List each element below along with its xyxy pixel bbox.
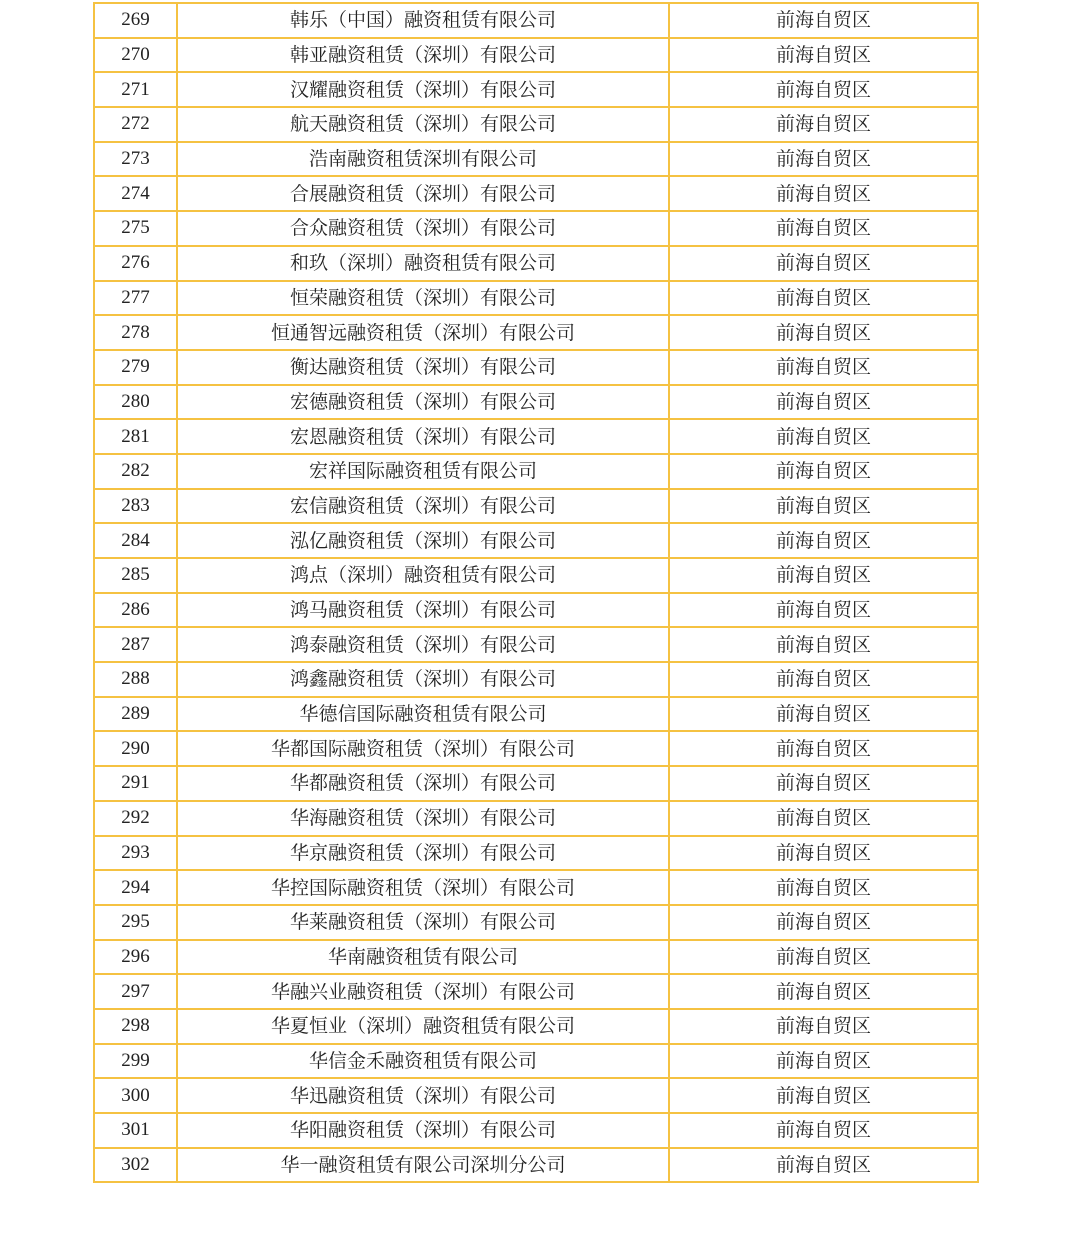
row-number-cell: 269 [94,3,177,38]
row-number-cell: 279 [94,350,177,385]
region-cell: 前海自贸区 [669,142,978,177]
company-name-cell: 恒荣融资租赁（深圳）有限公司 [177,281,669,316]
table-row [94,836,978,871]
company-name-cell: 衡达融资租赁（深圳）有限公司 [177,350,669,385]
region-cell: 前海自贸区 [669,281,978,316]
table-row [94,697,978,732]
table-row [94,315,978,350]
table-row [94,142,978,177]
row-number-cell: 270 [94,38,177,73]
region-cell: 前海自贸区 [669,731,978,766]
company-name-cell: 华融兴业融资租赁（深圳）有限公司 [177,974,669,1009]
company-name-cell: 航天融资租赁（深圳）有限公司 [177,107,669,142]
table-row [94,107,978,142]
region-cell: 前海自贸区 [669,72,978,107]
row-number-cell: 290 [94,731,177,766]
company-name-cell: 韩乐（中国）融资租赁有限公司 [177,3,669,38]
company-name-cell: 华南融资租赁有限公司 [177,940,669,975]
company-name-cell: 华夏恒业（深圳）融资租赁有限公司 [177,1009,669,1044]
company-name-cell: 华一融资租赁有限公司深圳分公司 [177,1148,669,1183]
company-name-cell: 鸿点（深圳）融资租赁有限公司 [177,558,669,593]
table-row [94,1148,978,1183]
table-row [94,593,978,628]
row-number-cell: 296 [94,940,177,975]
table-row [94,281,978,316]
company-name-cell: 鸿马融资租赁（深圳）有限公司 [177,593,669,628]
region-cell: 前海自贸区 [669,558,978,593]
company-name-cell: 鸿鑫融资租赁（深圳）有限公司 [177,662,669,697]
company-name-cell: 华京融资租赁（深圳）有限公司 [177,836,669,871]
row-number-cell: 280 [94,385,177,420]
row-number-cell: 282 [94,454,177,489]
company-list-sheet [93,2,977,1183]
row-number-cell: 277 [94,281,177,316]
company-table-body [94,3,978,1182]
row-number-cell: 281 [94,419,177,454]
region-cell: 前海自贸区 [669,489,978,524]
row-number-cell: 276 [94,246,177,281]
region-cell: 前海自贸区 [669,940,978,975]
company-table [93,2,979,1183]
row-number-cell: 283 [94,489,177,524]
region-cell: 前海自贸区 [669,454,978,489]
region-cell: 前海自贸区 [669,870,978,905]
row-number-cell: 285 [94,558,177,593]
row-number-cell: 272 [94,107,177,142]
company-name-cell: 汉耀融资租赁（深圳）有限公司 [177,72,669,107]
row-number-cell: 278 [94,315,177,350]
company-name-cell: 宏祥国际融资租赁有限公司 [177,454,669,489]
row-number-cell: 299 [94,1044,177,1079]
region-cell: 前海自贸区 [669,107,978,142]
company-name-cell: 浩南融资租赁深圳有限公司 [177,142,669,177]
company-name-cell: 恒通智远融资租赁（深圳）有限公司 [177,315,669,350]
table-row [94,72,978,107]
region-cell: 前海自贸区 [669,1009,978,1044]
table-row [94,1044,978,1079]
company-name-cell: 华都融资租赁（深圳）有限公司 [177,766,669,801]
region-cell: 前海自贸区 [669,697,978,732]
company-name-cell: 韩亚融资租赁（深圳）有限公司 [177,38,669,73]
region-cell: 前海自贸区 [669,1113,978,1148]
company-name-cell: 泓亿融资租赁（深圳）有限公司 [177,523,669,558]
table-row [94,801,978,836]
table-row [94,974,978,1009]
company-name-cell: 华莱融资租赁（深圳）有限公司 [177,905,669,940]
row-number-cell: 301 [94,1113,177,1148]
row-number-cell: 287 [94,627,177,662]
region-cell: 前海自贸区 [669,1044,978,1079]
row-number-cell: 292 [94,801,177,836]
table-row [94,523,978,558]
company-name-cell: 华迅融资租赁（深圳）有限公司 [177,1078,669,1113]
table-row [94,419,978,454]
row-number-cell: 295 [94,905,177,940]
company-name-cell: 华信金禾融资租赁有限公司 [177,1044,669,1079]
row-number-cell: 294 [94,870,177,905]
table-row [94,662,978,697]
row-number-cell: 289 [94,697,177,732]
table-row [94,385,978,420]
company-name-cell: 华海融资租赁（深圳）有限公司 [177,801,669,836]
region-cell: 前海自贸区 [669,627,978,662]
table-row [94,905,978,940]
table-row [94,1078,978,1113]
table-row [94,870,978,905]
region-cell: 前海自贸区 [669,38,978,73]
table-row [94,1009,978,1044]
region-cell: 前海自贸区 [669,385,978,420]
company-name-cell: 华都国际融资租赁（深圳）有限公司 [177,731,669,766]
table-row [94,558,978,593]
row-number-cell: 300 [94,1078,177,1113]
company-name-cell: 和玖（深圳）融资租赁有限公司 [177,246,669,281]
row-number-cell: 298 [94,1009,177,1044]
company-name-cell: 合众融资租赁（深圳）有限公司 [177,211,669,246]
company-name-cell: 华德信国际融资租赁有限公司 [177,697,669,732]
region-cell: 前海自贸区 [669,801,978,836]
row-number-cell: 273 [94,142,177,177]
region-cell: 前海自贸区 [669,1078,978,1113]
table-row [94,731,978,766]
table-row [94,176,978,211]
table-row [94,627,978,662]
region-cell: 前海自贸区 [669,211,978,246]
row-number-cell: 275 [94,211,177,246]
table-row [94,246,978,281]
region-cell: 前海自贸区 [669,662,978,697]
region-cell: 前海自贸区 [669,3,978,38]
row-number-cell: 297 [94,974,177,1009]
row-number-cell: 286 [94,593,177,628]
row-number-cell: 274 [94,176,177,211]
table-row [94,211,978,246]
region-cell: 前海自贸区 [669,593,978,628]
region-cell: 前海自贸区 [669,246,978,281]
row-number-cell: 288 [94,662,177,697]
company-name-cell: 华阳融资租赁（深圳）有限公司 [177,1113,669,1148]
company-name-cell: 宏信融资租赁（深圳）有限公司 [177,489,669,524]
company-name-cell: 鸿泰融资租赁（深圳）有限公司 [177,627,669,662]
region-cell: 前海自贸区 [669,523,978,558]
region-cell: 前海自贸区 [669,974,978,1009]
row-number-cell: 271 [94,72,177,107]
company-name-cell: 宏恩融资租赁（深圳）有限公司 [177,419,669,454]
row-number-cell: 291 [94,766,177,801]
region-cell: 前海自贸区 [669,176,978,211]
region-cell: 前海自贸区 [669,1148,978,1183]
region-cell: 前海自贸区 [669,350,978,385]
company-name-cell: 宏德融资租赁（深圳）有限公司 [177,385,669,420]
table-row [94,3,978,38]
table-row [94,489,978,524]
table-row [94,454,978,489]
region-cell: 前海自贸区 [669,836,978,871]
row-number-cell: 302 [94,1148,177,1183]
row-number-cell: 284 [94,523,177,558]
region-cell: 前海自贸区 [669,419,978,454]
company-name-cell: 华控国际融资租赁（深圳）有限公司 [177,870,669,905]
row-number-cell: 293 [94,836,177,871]
table-row [94,350,978,385]
region-cell: 前海自贸区 [669,315,978,350]
table-row [94,940,978,975]
company-name-cell: 合展融资租赁（深圳）有限公司 [177,176,669,211]
table-row [94,38,978,73]
region-cell: 前海自贸区 [669,905,978,940]
region-cell: 前海自贸区 [669,766,978,801]
table-row [94,766,978,801]
table-row [94,1113,978,1148]
